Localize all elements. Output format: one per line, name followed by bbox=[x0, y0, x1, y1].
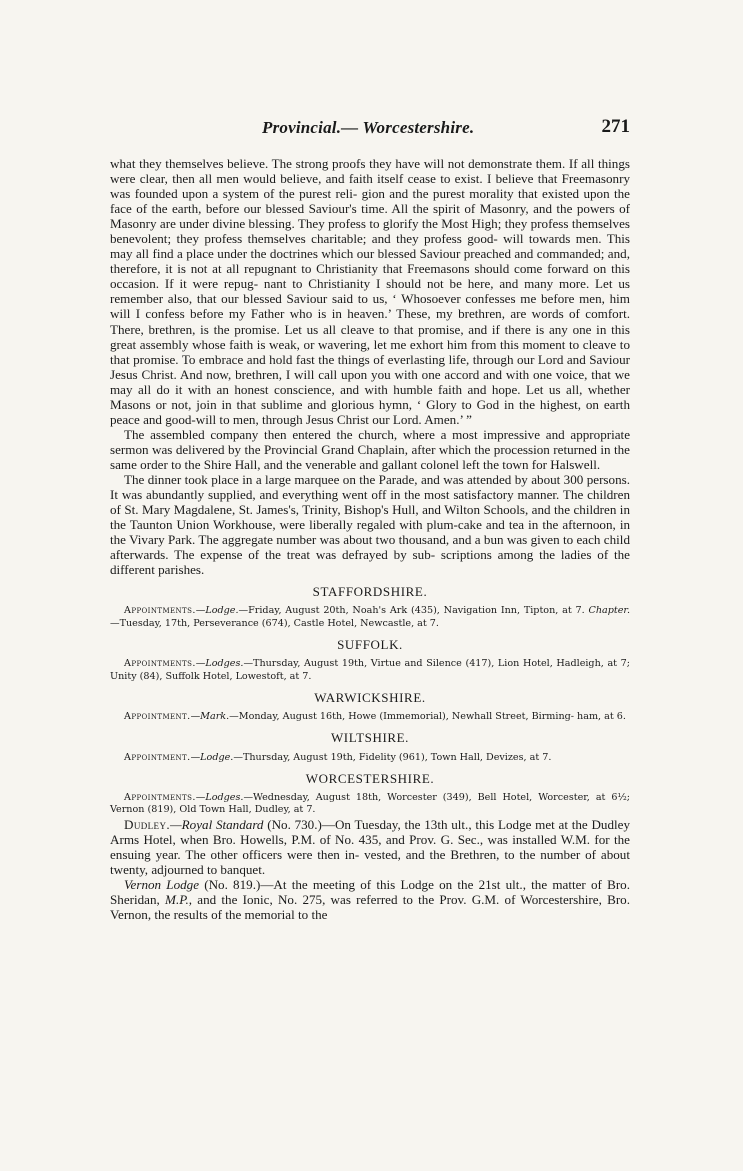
appointment-text: —Thursday, August 19th, Fidelity (961), Town Hall, Devizes, at 7. bbox=[233, 751, 552, 763]
paragraph-dudley bbox=[110, 817, 630, 877]
appointment-label: Appointments. bbox=[124, 658, 196, 670]
appointment-label: Appointment. bbox=[124, 751, 191, 763]
appointment-label: Appointment. bbox=[124, 711, 191, 723]
appointment-kind: —Mark. bbox=[190, 711, 230, 723]
appointment-label: Appointments. bbox=[124, 605, 196, 617]
lodge-name: —Royal Standard bbox=[170, 816, 264, 832]
lodge-name: Vernon Lodge bbox=[124, 876, 200, 892]
appointment-text: —Wednesday, August 18th, Worcester (349), Bell Hotel, Worcester, at 6½; Vernon (819), Old Town Hall, Dudley, at 7. bbox=[110, 791, 630, 816]
report-text: and the Ionic, No. 275, was referred to the Prov. G.M. of Worcestershire, Bro. Vernon, the results of the memorial to the bbox=[110, 892, 630, 923]
paragraph-church: The assembled company then entered the church, where a most impressive and appropriate sermon was delivered by the Provincial Grand Chaplain, after which the procession returned in the same order to the Shire Hall, and the venerable and gallant colonel left the town for Halswell. bbox=[110, 426, 630, 472]
article-body bbox=[110, 156, 630, 922]
page-header bbox=[110, 116, 630, 142]
appointment-kind: Chapter. bbox=[588, 605, 630, 617]
section-heading-worcestershire: WORCESTERSHIRE. bbox=[305, 770, 435, 786]
running-title: Provincial.— Worcestershire. bbox=[262, 118, 475, 137]
paragraph-vernon bbox=[110, 877, 630, 922]
appointment-label: Appointments. bbox=[124, 791, 196, 803]
page-number: 271 bbox=[601, 116, 630, 137]
appointment-kind: —Lodges. bbox=[195, 791, 244, 803]
appointment-text: —Monday, August 16th, Howe (Immemorial), Newhall Street, Birming- ham, at 6. bbox=[229, 711, 626, 723]
report-text: (No. 819.)—At the meeting of this Lodge on the 21st ult., the matter of Bro. Sheridan, bbox=[110, 876, 630, 908]
paragraph-sermon: what they themselves believe. The strong proofs they have will not demonstrate them. If all things were clear, then all men would believe, and faith itself cease to exist. I believe that Freemasonry was founded upon a system of the purest reli- gion and the purest morality that existed upon the face of the earth, before our blessed Saviour's time. All the spirit of Masonry, and the powers of Masonry are under divine blessing. They profess to glorify the Most High; they profess themselves benevolent; they profess themselves charitable; and they profess good- will towards men. This may all find a place under the doctrines which our blessed Saviour preached and commanded; and, therefore, it is not at all repugnant to Christianity that Freemasons should come forward on this occasion. If it were repug- nant to Christianity I should not be here, and many more. Let us remember also, that our blessed Saviour said to us, ‘ Whosoever confesses me before men, him will I confess before my Father who is in heaven.’ These, my brethren, are words of comfort. There, brethren, is the promise. Let us all cleave to that promise, and if there is any one in this great assembly whose faith is weak, or wavering, let me exhort him from this moment to cleave to that promise. To embrace and hold fast the things of everlasting life, through our Lord and Saviour Jesus Christ. And now, brethren, I will call upon you with one accord and with one voice, that we may all do it with an honest conscience, and with humble faith and hope. Let us all, whether Masons or not, join in that sublime and glorious hymn, ‘ Glory to God in the highest, on earth peace and good-will to men, through Jesus Christ our Lord. Amen.’ ” bbox=[110, 156, 630, 427]
appointment-kind: —Lodges. bbox=[195, 658, 244, 670]
appointments-suffolk bbox=[110, 658, 630, 683]
appointment-kind: —Lodge. bbox=[195, 605, 239, 617]
section-heading-staffordshire: STAFFORDSHIRE. bbox=[312, 584, 428, 600]
appointment-text: —Tuesday, 17th, Perseverance (674), Castle Hotel, Newcastle, at 7. bbox=[110, 617, 439, 629]
appointment-kind: —Lodge. bbox=[190, 751, 234, 763]
section-heading-wiltshire: WILTSHIRE. bbox=[330, 730, 410, 746]
place-label: Dudley. bbox=[124, 816, 171, 832]
report-text: (No. 730.)—On Tuesday, the 13th ult., this Lodge met at the Dudley Arms Hotel, when Bro. Howells, P.M. of No. 435, and Prov. G. Sec., was installed W.M. for the ensuing year. The other officers were then in- vested, and the Brethren, to the number of about twenty, adjourned to banquet. bbox=[110, 816, 630, 877]
appointments-wiltshire bbox=[110, 752, 630, 764]
section-heading-warwickshire: WARWICKSHIRE. bbox=[314, 690, 426, 706]
paragraph-dinner: The dinner took place in a large marquee on the Parade, and was attended by about 300 persons. It was abundantly supplied, and everything went off in the most satisfactory manner. The children of St. Mary Magdalene, St. James's, Trinity, Bishop's Hull, and Wilton Schools, and the children in the Taunton Union Workhouse, were liberally regaled with plum-cake and tea in the afternoon, in the Vivary Park. The aggregate number was about two thousand, and a bun was given to each child afterwards. The expense of the treat was defrayed by sub- scriptions among the ladies of the different parishes. bbox=[110, 471, 630, 578]
appointments-staffordshire bbox=[110, 605, 630, 630]
appointments-warwickshire bbox=[110, 711, 630, 723]
section-heading-suffolk: SUFFOLK. bbox=[337, 637, 403, 653]
appointment-text: —Thursday, August 19th, Virtue and Silence (417), Lion Hotel, Hadleigh, at 7; Unity (84), Suffolk Hotel, Lowestoft, at 7. bbox=[110, 658, 630, 682]
title-abbreviation: M.P., bbox=[165, 892, 193, 908]
appointments-worcestershire bbox=[110, 792, 630, 817]
appointment-text: —Friday, August 20th, Noah's Ark (435), Navigation Inn, Tipton, at 7. bbox=[238, 605, 585, 617]
